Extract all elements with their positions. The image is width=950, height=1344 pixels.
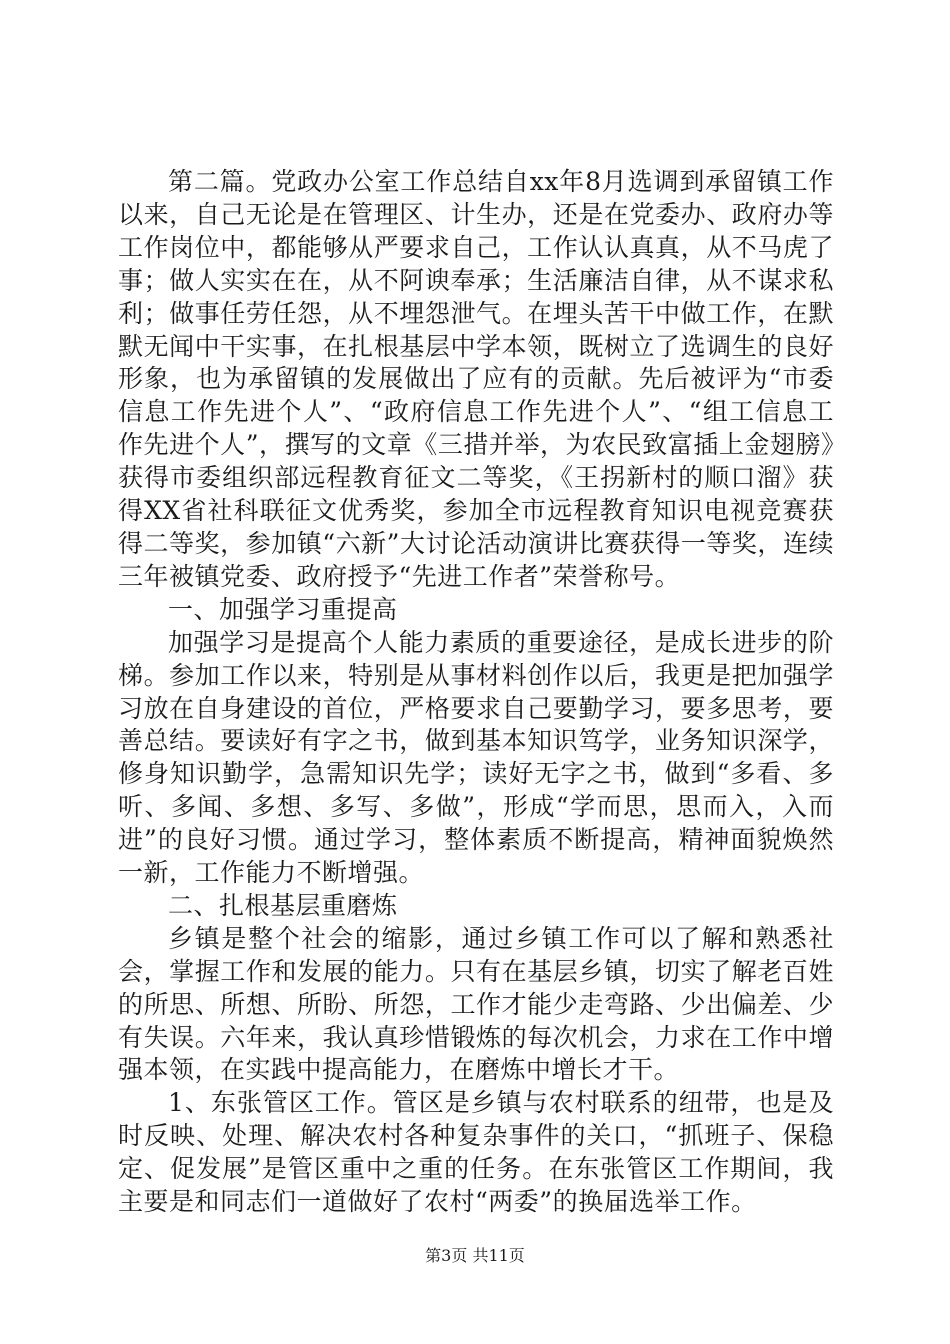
paragraph-grassroots: 乡镇是整个社会的缩影，通过乡镇工作可以了解和熟悉社会，掌握工作和发展的能力。只有在基层乡镇，切实了解老百姓的所思、所想、所盼、所怨，工作才能少走弯路、少出偏差、少有失误。六年来，我认真珍惜锻炼的每次机会，力求在工作中增强本领，在实践中提高能力，在磨炼中增长才干。 — [118, 923, 834, 1085]
paragraph-intro: 第二篇。党政办公室工作总结自xx年8月选调到承留镇工作以来，自己无论是在管理区、计生办，还是在党委办、政府办等工作岗位中，都能够从严要求自己，工作认认真真，从不马虎了事；做人实实在在，从不阿谀奉承；生活廉洁自律，从不谋求私利；做事任劳任怨，从不埋怨泄气。在埋头苦干中做工作，在默默无闻中干实事，在扎根基层中学本领，既树立了选调生的良好形象，也为承留镇的发展做出了应有的贡献。先后被评为“市委信息工作先进个人”、“政府信息工作先进个人”、“组工信息工作先进个人”，撰写的文章《三措并举，为农民致富插上金翅膀》获得市委组织部远程教育征文二等奖，《王拐新村的顺口溜》获得XX省社科联征文优秀奖，参加全市远程教育知识电视竞赛获得二等奖，参加镇“六新”大讨论活动演讲比赛获得一等奖，连续三年被镇党委、政府授予“先进工作者”荣誉称号。 — [118, 167, 834, 591]
paragraph-dongzhang: 1、东张管区工作。管区是乡镇与农村联系的纽带，也是及时反映、处理、解决农村各种复杂事件的关口，“抓班子、保稳定、促发展”是管区重中之重的任务。在东张管区工作期间，我主要是和同志们一道做好了农村“两委”的换届选举工作。 — [118, 1088, 834, 1217]
page-footer: 第3页 共11页 — [425, 1246, 525, 1265]
paragraph-study: 加强学习是提高个人能力素质的重要途径，是成长进步的阶梯。参加工作以来，特别是从事材料创作以后，我更是把加强学习放在自身建设的首位，严格要求自己要勤学习，要多思考，要善总结。要读好有字之书，做到基本知识笃学，业务知识深学，修身知识勤学，急需知识先学；读好无字之书，做到“多看、多听、多闻、多想、多写、多做”，形成“学而思，思而入，入而进”的良好习惯。通过学习，整体素质不断提高，精神面貌焕然一新，工作能力不断增强。 — [118, 627, 834, 888]
section-heading-2: 二、扎根基层重磨炼 — [168, 890, 398, 920]
section-heading-1: 一、加强学习重提高 — [168, 594, 398, 624]
document-body — [118, 166, 834, 1219]
